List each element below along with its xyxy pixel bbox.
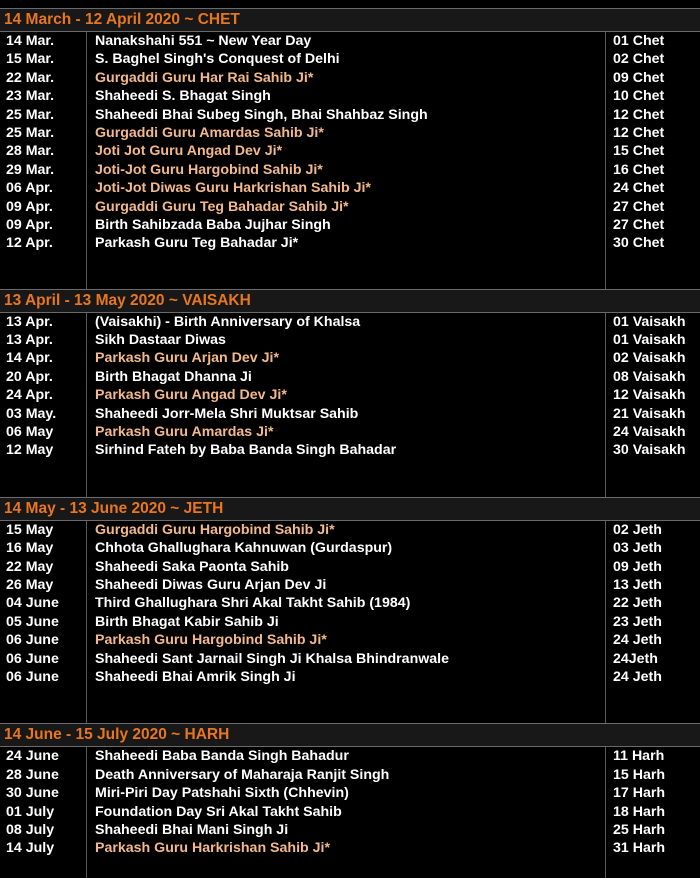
event-date: 23 Mar. [6, 88, 55, 105]
event-name: Parkash Guru Teg Bahadar Ji* [95, 235, 299, 252]
event-name: Shaheedi S. Bhagat Singh [95, 88, 271, 105]
event-date: 28 Mar. [6, 143, 55, 160]
nanakshahi-date: 25 Harh [613, 821, 666, 838]
event-name: Gurgaddi Guru Teg Bahadar Sahib Ji* [95, 198, 349, 215]
event-name: Sirhind Fateh by Baba Banda Singh Bahadar [95, 442, 397, 459]
event-name: Shaheedi Jorr-Mela Shri Muktsar Sahib [95, 405, 359, 422]
nanakshahi-date: 02 Vaisakh [613, 350, 686, 367]
event-name: Shaheedi Sant Jarnail Singh Ji Khalsa Bhindranwale [95, 650, 449, 667]
event-date: 12 Apr. [6, 235, 53, 252]
event-row [0, 558, 700, 576]
event-row [0, 613, 700, 631]
event-row [0, 216, 700, 234]
event-name: Parkash Guru Harkrishan Sahib Ji* [95, 840, 330, 857]
event-name: Shaheedi Baba Banda Singh Bahadur [95, 748, 349, 765]
event-name: Foundation Day Sri Akal Takht Sahib [95, 803, 342, 820]
event-date: 25 Mar. [6, 106, 55, 123]
event-date: 26 May [6, 576, 54, 593]
nanakshahi-date: 23 Jeth [613, 613, 662, 630]
nanakshahi-date: 24 Vaisakh [613, 424, 686, 441]
month-header: 14 June - 15 July 2020 ~ HARH [0, 723, 700, 747]
nanakshahi-date: 13 Jeth [613, 576, 662, 593]
event-name: Shaheedi Bhai Amrik Singh Ji [95, 668, 296, 685]
event-date: 29 Mar. [6, 161, 55, 178]
event-date: 22 Mar. [6, 69, 55, 86]
event-name: Joti Jot Guru Angad Dev Ji* [95, 143, 283, 160]
event-row [0, 234, 700, 252]
event-date: 20 Apr. [6, 368, 53, 385]
event-date: 24 Apr. [6, 387, 53, 404]
calendar-table [0, 8, 700, 878]
event-name: Birth Sahibzada Baba Jujhar Singh [95, 216, 331, 233]
event-date: 01 July [6, 803, 55, 820]
nanakshahi-date: 01 Chet [613, 33, 665, 49]
month-section-jeth [0, 497, 700, 724]
event-row [0, 142, 700, 160]
event-date: 30 June [6, 785, 59, 802]
nanakshahi-date: 11 Harh [613, 748, 665, 765]
event-date: 16 May [6, 540, 54, 557]
event-row [0, 179, 700, 197]
nanakshahi-date: 24 Jeth [613, 668, 662, 685]
nanakshahi-date: 02 Jeth [613, 521, 662, 538]
month-section-chet [0, 8, 700, 289]
event-name: Shaheedi Bhai Subeg Singh, Bhai Shahbaz Singh [95, 106, 428, 123]
event-name: Parkash Guru Hargobind Sahib Ji* [95, 632, 327, 649]
event-row [0, 405, 700, 423]
event-row [0, 650, 700, 668]
event-row [0, 313, 700, 331]
event-row [0, 803, 700, 821]
event-row [0, 124, 700, 142]
event-date: 05 June [6, 613, 59, 630]
event-row [0, 87, 700, 105]
event-name: Joti-Jot Guru Hargobind Sahib Ji* [95, 161, 323, 178]
event-row [0, 331, 700, 349]
nanakshahi-date: 31 Harh [613, 840, 666, 857]
nanakshahi-date: 02 Chet [613, 51, 665, 68]
nanakshahi-date: 15 Chet [613, 143, 665, 160]
event-name: Gurgaddi Guru Amardas Sahib Ji* [95, 124, 324, 141]
event-date: 14 Mar. [6, 33, 55, 49]
event-rows [0, 521, 700, 724]
event-row [0, 386, 700, 404]
event-name: Sikh Dastaar Diwas [95, 332, 226, 349]
event-name: Shaheedi Saka Paonta Sahib [95, 558, 289, 575]
event-rows [0, 747, 700, 877]
nanakshahi-date: 30 Vaisakh [613, 442, 686, 459]
nanakshahi-date: 17 Harh [613, 785, 666, 802]
event-name: Parkash Guru Angad Dev Ji* [95, 387, 287, 404]
nanakshahi-date: 12 Vaisakh [613, 387, 686, 404]
event-date: 09 Apr. [6, 198, 53, 215]
nanakshahi-date: 12 Chet [613, 106, 665, 123]
event-row [0, 349, 700, 367]
event-row [0, 821, 700, 839]
event-row [0, 423, 700, 441]
event-date: 24 June [6, 748, 59, 765]
event-row [0, 161, 700, 179]
event-date: 22 May [6, 558, 54, 575]
event-row [0, 539, 700, 557]
month-header: 14 May - 13 June 2020 ~ JETH [0, 497, 700, 521]
month-section-vaisakh [0, 289, 700, 497]
event-date: 14 July [6, 840, 55, 857]
nanakshahi-date: 18 Harh [613, 803, 666, 820]
row-spacer [0, 460, 700, 497]
nanakshahi-date: 09 Jeth [613, 558, 662, 575]
event-row [0, 198, 700, 216]
event-date: 06 June [6, 650, 59, 667]
nanakshahi-date: 03 Jeth [613, 540, 662, 557]
row-spacer [0, 858, 700, 878]
event-date: 28 June [6, 766, 59, 783]
event-date: 15 Mar. [6, 51, 55, 68]
nanakshahi-date: 24 Chet [613, 180, 665, 197]
event-row [0, 747, 700, 765]
event-row [0, 839, 700, 857]
nanakshahi-date: 27 Chet [613, 216, 665, 233]
event-date: 04 June [6, 595, 59, 612]
nanakshahi-date: 10 Chet [613, 88, 665, 105]
event-row [0, 631, 700, 649]
nanakshahi-date: 21 Vaisakh [613, 405, 686, 422]
month-header: 14 March - 12 April 2020 ~ CHET [0, 8, 700, 32]
event-row [0, 368, 700, 386]
event-date: 13 Apr. [6, 313, 53, 330]
event-row [0, 32, 700, 50]
event-row [0, 766, 700, 784]
event-row [0, 441, 700, 459]
event-rows [0, 313, 700, 497]
event-name: Shaheedi Bhai Mani Singh Ji [95, 821, 289, 838]
event-name: Joti-Jot Diwas Guru Harkrishan Sahib Ji* [95, 180, 371, 197]
event-name: Gurgaddi Guru Har Rai Sahib Ji* [95, 69, 314, 86]
nanakshahi-date: 24Jeth [613, 650, 658, 667]
event-name: S. Baghel Singh's Conquest of Delhi [95, 51, 340, 68]
event-name: Miri-Piri Day Patshahi Sixth (Chhevin) [95, 785, 349, 802]
event-name: Birth Bhagat Kabir Sahib Ji [95, 613, 279, 630]
month-header: 13 April - 13 May 2020 ~ VAISAKH [0, 289, 700, 313]
row-spacer [0, 686, 700, 723]
event-row [0, 69, 700, 87]
nanakshahi-date: 09 Chet [613, 69, 665, 86]
nanakshahi-date: 08 Vaisakh [613, 368, 686, 385]
nanakshahi-date: 01 Vaisakh [613, 313, 686, 330]
event-row [0, 106, 700, 124]
event-date: 15 May [6, 521, 54, 538]
event-date: 08 July [6, 821, 55, 838]
event-row [0, 668, 700, 686]
event-date: 06 June [6, 632, 59, 649]
nanakshahi-date: 22 Jeth [613, 595, 662, 612]
event-date: 06 June [6, 668, 59, 685]
event-date: 14 Apr. [6, 350, 53, 367]
event-row [0, 50, 700, 68]
nanakshahi-date: 30 Chet [613, 235, 665, 252]
event-row [0, 784, 700, 802]
event-date: 12 May [6, 442, 54, 459]
nanakshahi-date: 27 Chet [613, 198, 665, 215]
event-row [0, 521, 700, 539]
event-row [0, 594, 700, 612]
event-row [0, 576, 700, 594]
nanakshahi-date: 12 Chet [613, 124, 665, 141]
nanakshahi-date: 24 Jeth [613, 632, 662, 649]
month-section-harh [0, 723, 700, 877]
event-date: 06 May [6, 424, 54, 441]
event-name: (Vaisakhi) - Birth Anniversary of Khalsa [95, 313, 361, 330]
nanakshahi-date: 01 Vaisakh [613, 332, 686, 349]
event-name: Nanakshahi 551 ~ New Year Day [95, 33, 312, 49]
event-name: Death Anniversary of Maharaja Ranjit Singh [95, 766, 390, 783]
event-name: Third Ghallughara Shri Akal Takht Sahib (1984) [95, 595, 411, 612]
event-name: Parkash Guru Arjan Dev Ji* [95, 350, 279, 367]
event-date: 06 Apr. [6, 180, 53, 197]
event-name: Shaheedi Diwas Guru Arjan Dev Ji [95, 576, 327, 593]
event-date: 13 Apr. [6, 332, 53, 349]
event-name: Gurgaddi Guru Hargobind Sahib Ji* [95, 521, 335, 538]
nanakshahi-date: 15 Harh [613, 766, 666, 783]
event-date: 03 May. [6, 405, 57, 422]
event-name: Chhota Ghallughara Kahnuwan (Gurdaspur) [95, 540, 393, 557]
event-name: Birth Bhagat Dhanna Ji [95, 368, 252, 385]
event-name: Parkash Guru Amardas Ji* [95, 424, 274, 441]
event-rows [0, 32, 700, 289]
nanakshahi-date: 16 Chet [613, 161, 665, 178]
row-spacer [0, 253, 700, 289]
event-date: 09 Apr. [6, 216, 53, 233]
event-date: 25 Mar. [6, 124, 55, 141]
